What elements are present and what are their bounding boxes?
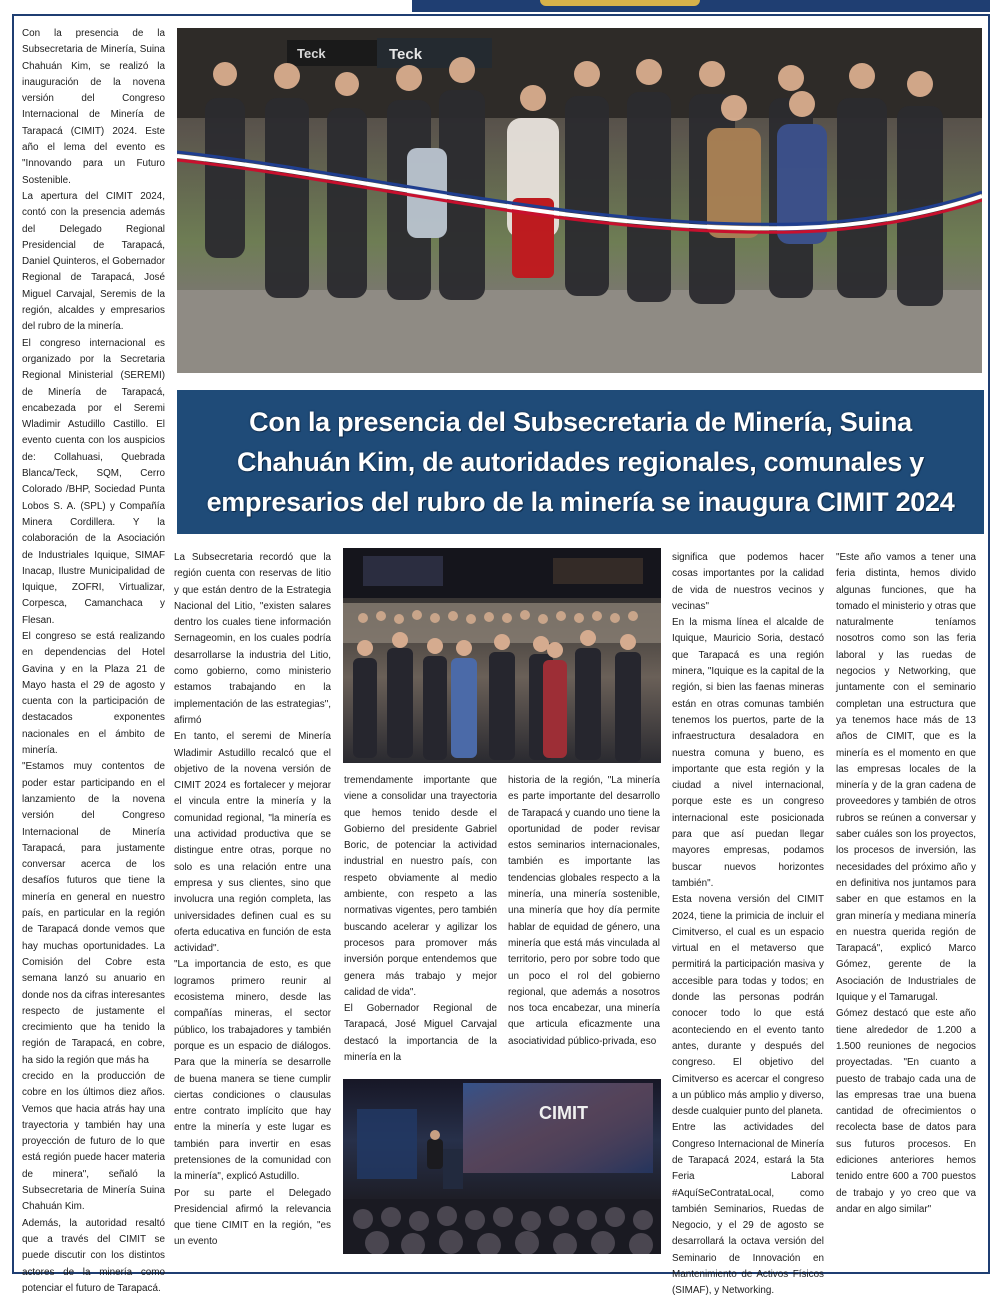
paragraph: Esta novena versión del CIMIT 2024, tiene la primicia de incluir el Cimitverso, el cual es un espacio virtual en el metaverso que permitirá la participación masiva y accesible para todas y todos; en donde las personas podrán conocer todo lo que está aconteciendo en el evento tanto antes, durante y después del congreso. El objetivo del Cimitverso es acercar el congreso a un público más amplio y diverso, desde cualquier punto del planeta. [672, 894, 824, 1118]
paragraph: "Este año vamos a tener una feria distinta, hemos divido algunas funciones, que ha tomado el ministerio y otras que naturalmente teníamos nosotros como son las feria laboral y las ruedas de negocios y Networking, que juntamente con el seminario completan una estructura que ya tenemos hace más de 13 años de CIMIT, que es la minería es el momento en que las empresas locales de la minería y de la gran cadena de proveedores y también de otros rubros se reúnen a conversar y saber cuáles son los proyectos, los procesos de inversión, las necesidades del próximo año y en definitiva nos juntamos para saber en que estamos en la gran minería y mediana minería en nuestra querida región de Tarapacá", explicó Marco Gómez, gerente de la Asociación de Industriales de Iquique y el Tamarugal. [836, 552, 976, 1004]
paragraph: "La importancia de esto, es que logramos primero reunir al ecosistema minero, desde las compañías mineras, el sector público, los trabajadores y también porque es un espacio de diálogos. Para que la minería se desarrolle de buena manera se tiene cumplir ciertas condiciones o clausulas entre contrato implícito que hay entre la minería y este lugar es también para invertir en esas pretensiones de la comunidad con la minería", explicó Astudillo. [174, 959, 331, 1183]
paragraph: historia de la región, "La minería es parte importante del desarrollo de Tarapacá y cuando uno tiene la oportunidad de poder revisar estos seminarios internacionales, también es importante las tendencias globales respecto a la minería, una minería sostenible, una minería que hoy día permite hablar de equidad de género, una minería que está más vinculada al territorio, pero por sobre todo que un poco el rol del gobierno regional, que además a nosotros nos toca encabezar, una minería que articula eficazmente una asociatividad público-privada, eso [508, 775, 660, 1047]
article-column-3a [344, 773, 497, 1066]
article-column-4 [672, 550, 824, 1300]
paragraph: La Subsecretaria recordó que la región cuenta con reservas de litio y que están dentro de la Estrategia Nacional del Litio, "existen salares dentro los cuales tiene información Sernageomin, en los cuales podría desarrollarse la industria del Litio, como gobierno, como ministerio estamos trabajando en la implementación de las estrategias", afirmó [174, 552, 331, 726]
teck-sign-left: Teck [297, 46, 326, 61]
article-column-5 [836, 550, 976, 1218]
paragraph: significa que podemos hacer cosas importantes por la calidad de vida de nuestros vecinos y vecinas" [672, 552, 824, 612]
article-column-1 [22, 26, 165, 1297]
paragraph: El congreso se está realizando en dependencias del Hotel Gavina y en la Plaza 21 de Mayo hasta el 29 de agosto y cuenta con la participación de destacados exponentes nacionales en el ámbito de minería. [22, 630, 165, 757]
cimit-screen-logo: CIMIT [539, 1103, 588, 1123]
paragraph: Con la presencia de la Subsecretaria de Minería, Suina Chahuán Kim, se realizó la inauguración de la novena versión del Congreso Internacional de Minería de Tarapacá (CIMIT) 2024. Este año el lema del evento es "Innovando para un Futuro Sostenible. [22, 28, 165, 186]
photo-audience [343, 548, 661, 763]
paragraph: Gómez destacó que este año tiene alrededor de 1.200 a 1.500 reuniones de negocios proyectadas. "En cuanto a puesto de trabajo cada una de las empresas trae una buena cantidad de ofrecimientos o recolecta base de datos para sus futuros procesos. En ediciones anteriores hemos tenido entre 600 a 700 puestos de trabajo y yo creo que va andar en algo similar" [836, 1008, 976, 1215]
article-column-3b [508, 773, 660, 1050]
paragraph: "Estamos muy contentos de poder estar participando en el lanzamiento de la novena versión del Congreso Internacional de Minería Tarapacá, para justamente conversar acerca de los desafíos futuros que tiene la minería en general en nuestro país, en particular en la región de Tarapacá donde vemos que hay muchas oportunidades. La Comisión del Cobre esta semana lanzó su anuario en donde nos da cifras interesantes respecto de justamente el crecimiento que ha tenido la región de Tarapacá, en cobre, ha sido la región que más ha [22, 761, 165, 1066]
header-bar [412, 0, 990, 12]
paragraph: tremendamente importante que viene a consolidar una trayectoria que hemos tenido desde el Gobierno del presidente Gabriel Boric, de potenciar la actividad industrial en nuestro país, con respeto obviamente al medio ambiente, con respeto a las normativas vigentes, pero también buscando acelerar y agilizar los procesos para promover más inversión porque entendemos que genera más trabajo y mejor calidad de vida". [344, 775, 497, 998]
teck-sign-right: Teck [389, 46, 423, 63]
paragraph: Por su parte el Delegado Presidencial afirmó la relevancia que tiene CIMIT en la región, "es un evento [174, 1187, 331, 1248]
paragraph: La apertura del CIMIT 2024, contó con la presencia además del Delegado Regional Presidencial de Tarapacá, Daniel Quinteros, el Gobernador Regional de Tarapacá, José Miguel Carvajal, Seremis de la región, alcaldes y empresarios del rubro de la minería. [22, 190, 165, 333]
photo-ribbon-cutting [177, 28, 982, 373]
paragraph: Entre las actividades del Congreso Internacional de Minería de Tarapacá 2024, estará la 5ta Feria Laboral #AquíSeContrataLocal, como también Seminarios, Ruedas de Negocio, y el 29 de agosto se desarrollará la octava versión del Seminario de Innovación en Mantenimiento de Activos Físicos (SIMAF), y Networking. [672, 1122, 824, 1297]
article-column-2 [174, 550, 331, 1251]
paragraph: En la misma línea el alcalde de Iquique, Mauricio Soria, destacó que Tarapacá es una región minera, "Iquique es la capital de la región, si bien las faenas mineras están en otras comunas también tenemos los puertos, parte de la infraestructura desaladora en nuestra comuna y bueno, es importante que esta región y la ciudad a nivel internacional, porque este es un congreso internacional este posicionada para que así puedan llegar mayores empresas, podamos buscar nuevos horizontes también". [672, 617, 824, 889]
photo-stage [343, 1079, 661, 1254]
headline: Con la presencia del Subsecretaria de Minería, Suina Chahuán Kim, de autoridades regionales, comunales y empresarios del rubro de la minería se inaugura CIMIT 2024 [206, 407, 955, 517]
paragraph: crecido en la producción de cobre en los últimos diez años. Vemos que hacia atrás hay una trayectoria y también hay una proyección de futuro de lo que está región puede hacer materia de minera", señaló la Subsecretaria de Minería Suina Chahuán Kim. [22, 1071, 165, 1213]
paragraph: Además, la autoridad resaltó que a través del CIMIT se puede discutir con los distintos actores de la minería como potenciar el futuro de Tarapacá. [22, 1217, 165, 1294]
paragraph: El Gobernador Regional de Tarapacá, José Miguel Carvajal destacó la importancia de la minería en la [344, 1003, 497, 1064]
paragraph: El congreso internacional es organizado por la Secretaria Regional Ministerial (SEREMI) de Minería de Tarapacá, encabezada por el Seremi Wladimir Astudillo Castillo. El evento cuenta con los auspicios de: Collahuasi, Quebrada Blanca/Teck, SQM, Cerro Colorado /BHP, Sociedad Punta Lobos S. A. (SPL) y Compañía Minera Cordillera. Y la colaboración de la Asociación de Industriales Iquique, SIMAF Inacap, Ilustre Municipalidad de Iquique, ZOFRI, Virtualizar, Corpesca, Camanchaca y Flesan. [22, 337, 165, 626]
paragraph: En tanto, el seremi de Minería Wladimir Astudillo recalcó que el objetivo de la novena versión de CIMIT 2024 es fortalecer y mejorar el vincula entre la minería y la comunidad regional, "la minería es una actividad productiva que se distingue entre otras, porque no solo es una relación entre una empresa y sus clientes, sino que involucra una región completa, las universidades definen cual es su oferta educativa en función de esta actividad". [174, 731, 331, 955]
header-accent [540, 0, 700, 6]
headline-banner [177, 390, 984, 534]
